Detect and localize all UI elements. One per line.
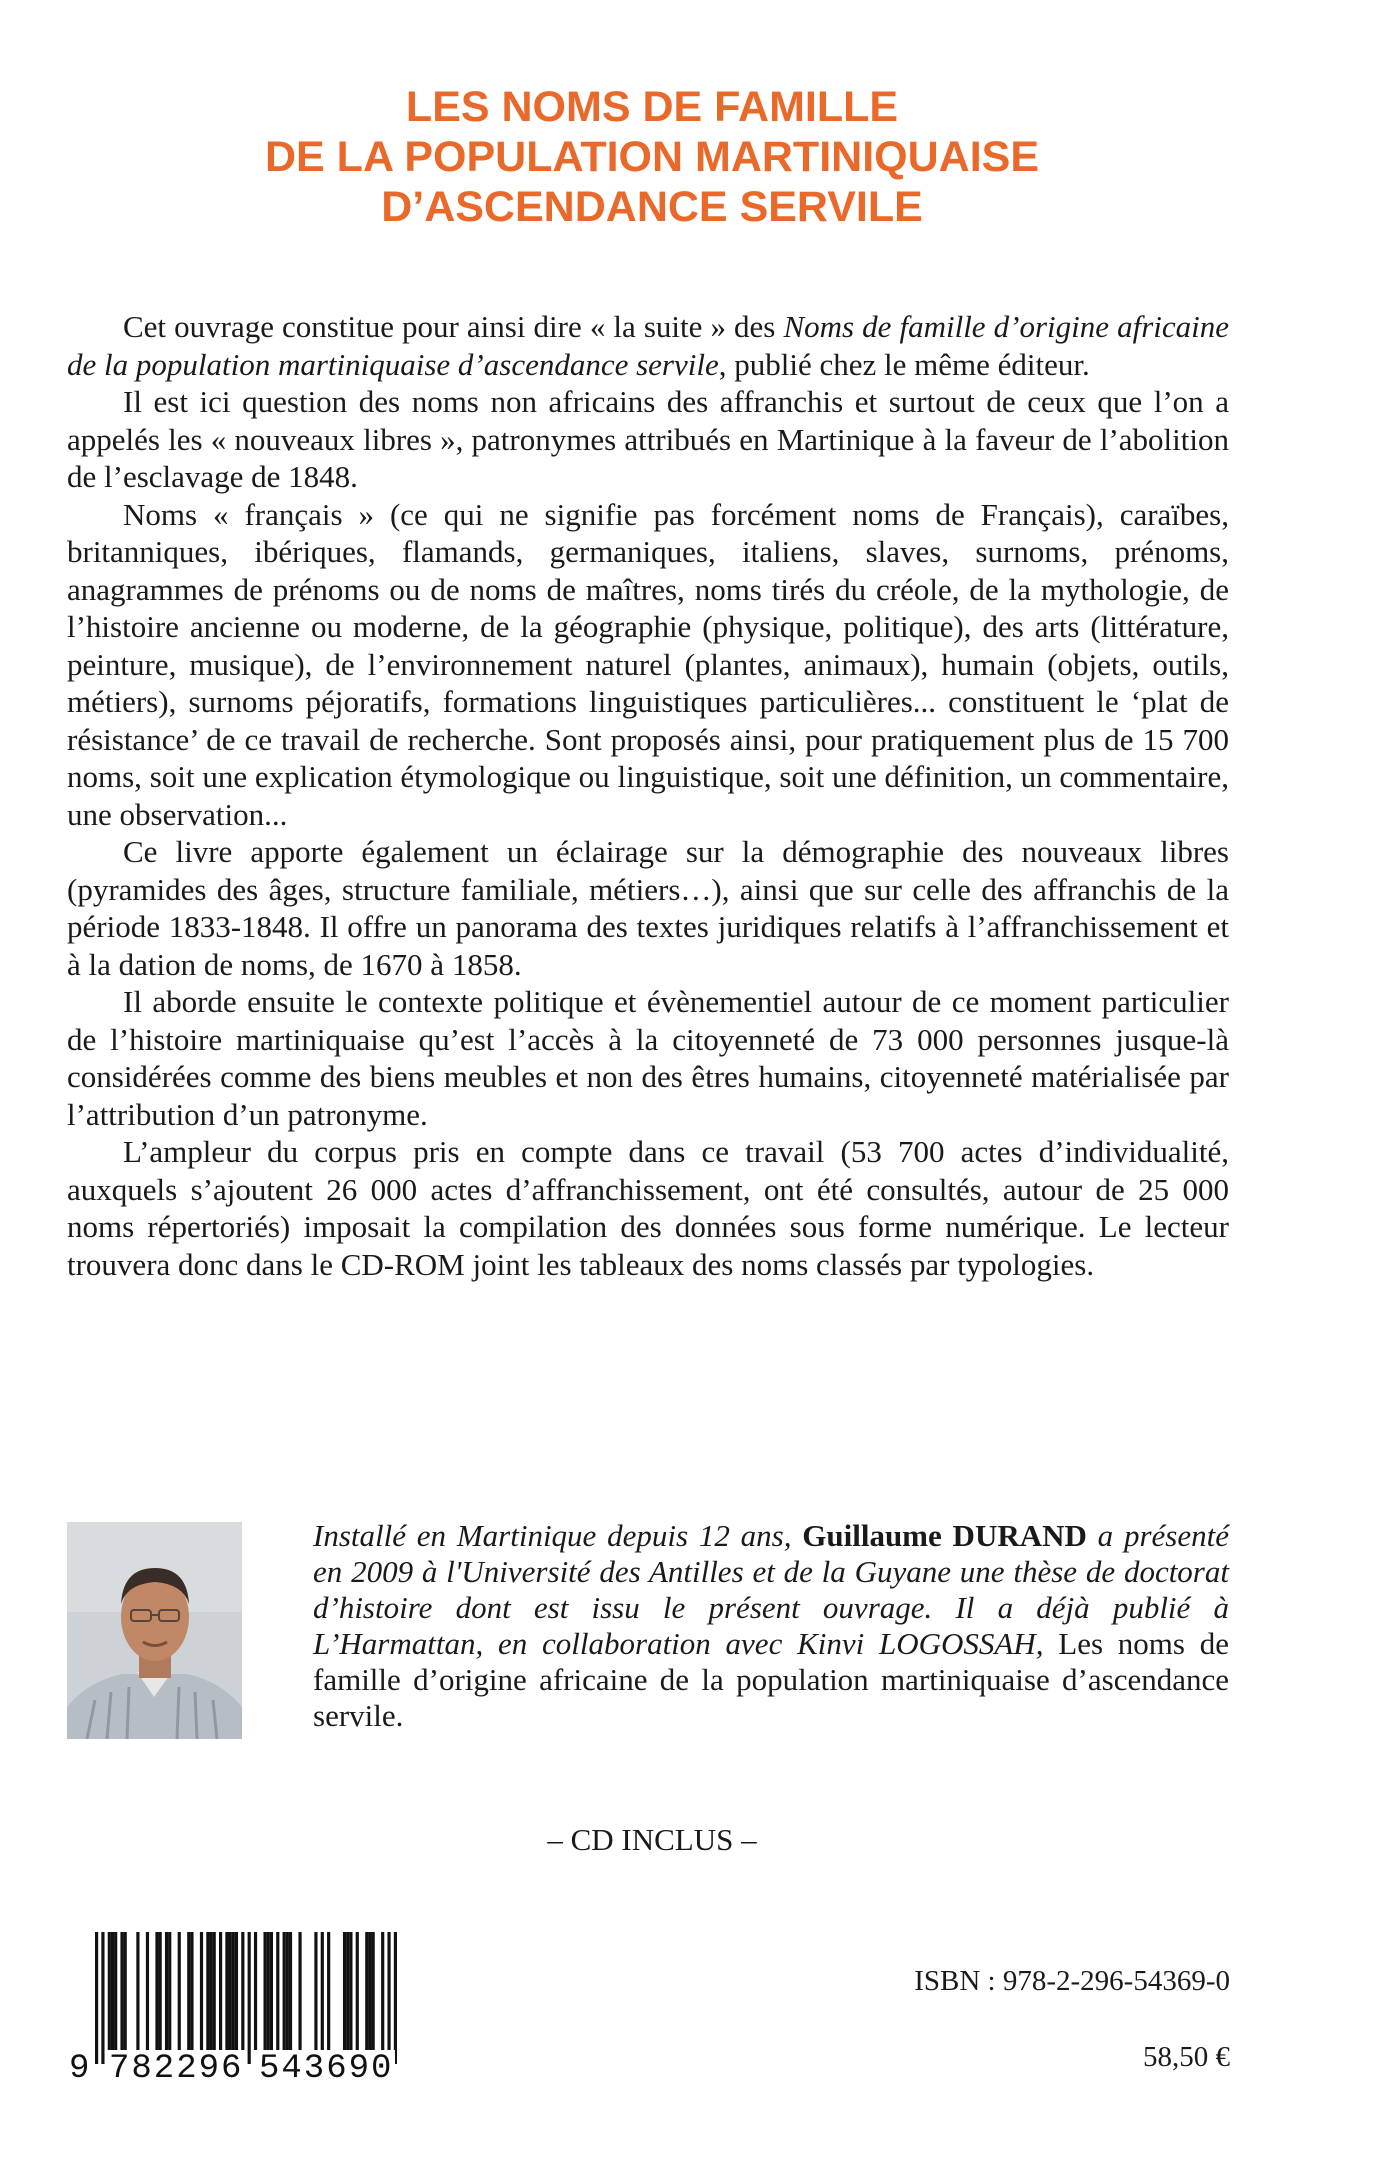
cd-included-label: – CD INCLUS – — [547, 1822, 757, 1857]
barcode-bar — [114, 1932, 117, 2050]
barcode-first-digit: 9 — [69, 2050, 92, 2088]
author-bio — [313, 1518, 1229, 1734]
barcode-bar — [108, 1932, 111, 2050]
author-name: Guillaume DURAND — [802, 1518, 1087, 1553]
back-cover-summary — [67, 308, 1229, 1283]
barcode-bar — [213, 1932, 216, 2050]
barcode-bar — [387, 1932, 390, 2064]
barcode-bar — [95, 1932, 98, 2064]
barcode-bar — [136, 1932, 139, 2050]
paragraph-1 — [67, 308, 1229, 383]
title-line-2: DE LA POPULATION MARTINIQUAISE — [265, 133, 1039, 181]
author-portrait-icon — [67, 1522, 242, 1739]
paragraph-5: Il aborde ensuite le contexte politique et évènementiel autour de ce moment particulier de l’histoire martiniquaise qu’est l’accès à la citoyenneté de 73 000 personnes jusque-là considérées comme des biens meubles et non des êtres humains, citoyenneté matérialisée par l’attribution d’un patronyme. — [67, 984, 1229, 1132]
barcode-bar — [321, 1932, 324, 2050]
isbn: ISBN : 978-2-296-54369-0 — [914, 1965, 1230, 1997]
barcode-bars-icon — [95, 1932, 397, 2064]
barcode-bar — [232, 1932, 235, 2050]
paragraph-4: Ce livre apporte également un éclairage sur la démographie des nouveaux libres (pyramides des âges, structure familiale, métiers…), ainsi que sur celle des affranchis de la période 1833-1848. Il offre un panorama des textes juridiques relatifs à l’affranchissement et à la dation de noms, de 1670 à 1858. — [67, 834, 1229, 982]
barcode-bar — [356, 1932, 359, 2050]
barcode-right-group: 543690 — [259, 2050, 394, 2088]
barcode-bar — [349, 1932, 352, 2050]
barcode-bar — [368, 1932, 371, 2050]
barcode-bar — [219, 1932, 222, 2050]
barcode-bar — [120, 1932, 123, 2050]
barcode-bar — [178, 1932, 181, 2050]
barcode-bar — [381, 1932, 384, 2050]
title-line-3: D’ASCENDANCE SERVILE — [381, 183, 923, 231]
barcode-bar — [241, 1932, 244, 2064]
paragraph-3: Noms « français » (ce qui ne signifie pas forcément noms de Français), caraïbes, britanniques, ibériques, flamands, germaniques, italiens, slaves, surnoms, prénoms, anagrammes de prénoms ou de noms de maîtres, noms tirés du créole, de la mythologie, de l’histoire ancienne ou moderne, de la géographie (physique, politique), des arts (littérature, peinture, musique), de l’environnement naturel (plantes, animaux), humain (objets, outils, métiers), surnoms péjoratifs, formations linguistiques particulières... constituent le ‘plat de résistance’ de ce travail de recherche. Sont proposés ainsi, pour pratiquement plus de 15 700 noms, soit une explication étymologique ou linguistique, soit une définition, un commentaire, une observation... — [67, 496, 1229, 832]
barcode-bar — [365, 1932, 368, 2050]
barcode-bar — [124, 1932, 127, 2050]
barcode-bar — [254, 1932, 257, 2050]
referenced-book-title: Noms de famille d’origine africaine de la population martiniquaise d’ascendance servile — [67, 309, 1230, 382]
author-bio-middle: a présenté en 2009 à l'Université des Antilles et de la Guyane une thèse de doctorat d’histoire dont est issu le présent ouvrage. Il a déjà publié à L’Harmattan, en collaboration avec Kinvi LOGOSSAH, — [313, 1518, 1229, 1661]
barcode-bar — [165, 1932, 168, 2050]
barcode-bar — [111, 1932, 114, 2050]
barcode-bar — [327, 1932, 330, 2050]
author-previous-book: Les noms de famille d’origine africaine de la population martiniquaise d’ascendance servile. — [313, 1626, 1229, 1733]
barcode-bar — [155, 1932, 158, 2050]
paragraph-6: L’ampleur du corpus pris en compte dans ce travail (53 700 actes d’individualité, auxquels s’ajoutent 26 000 actes d’affranchissement, ont été consultés, autour de 25 000 noms répertoriés) imposait la compilation des données sous forme numérique. Le lecteur trouvera donc dans le CD-ROM joint les tableaux des noms classés par typologies. — [67, 1134, 1229, 1282]
barcode-bar — [343, 1932, 346, 2050]
barcode-bar — [168, 1932, 171, 2050]
barcode-bar — [225, 1932, 228, 2050]
barcode-bar — [146, 1932, 149, 2050]
barcode-left-group: 782296 — [109, 2050, 244, 2088]
barcode-bar — [200, 1932, 203, 2050]
barcode-bar — [229, 1932, 232, 2050]
barcode — [67, 1932, 412, 2088]
barcode-bar — [314, 1932, 317, 2050]
barcode-bar — [206, 1932, 209, 2050]
book-title — [0, 82, 1304, 232]
barcode-bar — [276, 1932, 279, 2050]
barcode-bar — [187, 1932, 190, 2050]
title-line-1: LES NOMS DE FAMILLE — [405, 83, 899, 131]
paragraph-1-end: , publié chez le même éditeur. — [718, 346, 1090, 382]
barcode-bar — [298, 1932, 301, 2050]
barcode-digits — [67, 2050, 412, 2086]
barcode-bar — [372, 1932, 375, 2050]
barcode-bar — [101, 1932, 104, 2064]
barcode-bar — [394, 1932, 397, 2064]
author-bio-intro: Installé en Martinique depuis 12 ans, — [313, 1518, 803, 1553]
price: 58,50 € — [1143, 2041, 1230, 2073]
paragraph-1-start: Cet ouvrage constitue pour ainsi dire « la suite » des — [123, 309, 784, 344]
barcode-bar — [209, 1932, 212, 2050]
barcode-bar — [248, 1932, 251, 2064]
paragraph-2: Il est ici question des noms non africains des affranchis et surtout de ceux que l’on a appelés les « nouveaux libres », patronymes attribués en Martinique à la faveur de l’abolition de l’esclavage de 1848. — [67, 384, 1229, 494]
barcode-bar — [235, 1932, 238, 2050]
barcode-bar — [270, 1932, 273, 2050]
barcode-bar — [283, 1932, 286, 2050]
barcode-bar — [289, 1932, 292, 2050]
barcode-bar — [263, 1932, 266, 2050]
barcode-bar — [267, 1932, 270, 2050]
barcode-bar — [190, 1932, 193, 2050]
barcode-bar — [159, 1932, 162, 2050]
barcode-bar — [346, 1932, 349, 2050]
author-photo — [67, 1522, 242, 1739]
barcode-bar — [286, 1932, 289, 2050]
